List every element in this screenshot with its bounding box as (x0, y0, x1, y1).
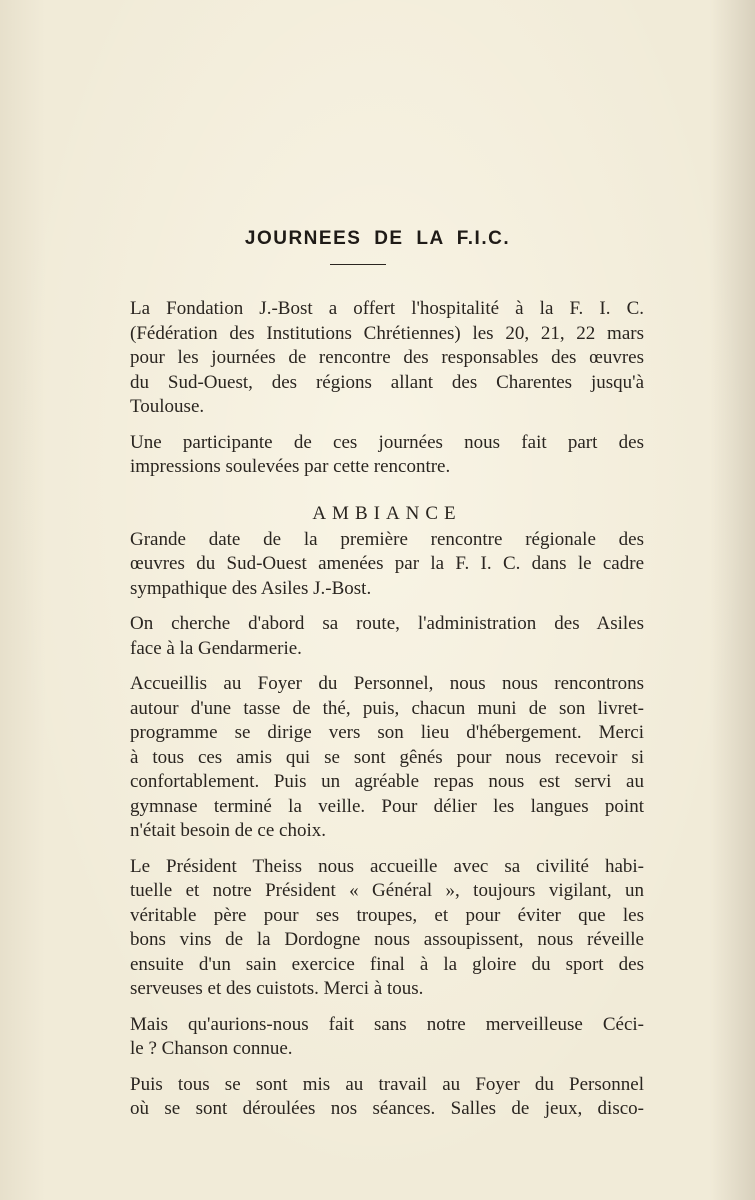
text-line: face à la Gendarmerie. (130, 637, 302, 659)
text-line: du Sud-Ouest, des régions allant des Charentes jusqu'à (130, 371, 644, 393)
text-line: œuvres du Sud-Ouest amenées par la F. I. C. dans le cadre (130, 553, 644, 574)
text-line: serveuses et des cuistots. Merci à tous. (130, 978, 424, 999)
text-line: bons vins de la Dordogne nous assoupissent, nous réveille (130, 929, 644, 950)
paragraph-accueillis (130, 672, 644, 844)
text-line: véritable père pour ses troupes, et pour éviter que les (130, 904, 644, 926)
text-line: pour les journées de rencontre des responsables des œuvres (130, 347, 644, 368)
article-body (130, 297, 644, 1133)
paragraph-grande-date (130, 528, 644, 602)
paragraph-travail (130, 1073, 644, 1122)
text-line: sympathique des Asiles J.-Bost. (130, 577, 372, 599)
text-line: tuelle et notre Président « Général », toujours vigilant, un (130, 880, 644, 901)
text-line: n'était besoin de ce choix. (130, 820, 326, 841)
title-underline (330, 264, 386, 265)
text-line: Grande date de la première rencontre régionale des (130, 528, 644, 550)
text-line: La Fondation J.-Bost a offert l'hospitalité à la F. I. C. (130, 298, 644, 319)
section-heading: AMBIANCE (312, 502, 462, 524)
text-line: Le Président Theiss nous accueille avec sa civilité habi- (130, 855, 644, 877)
text-line: (Fédération des Institutions Chrétiennes) les 20, 21, 22 mars (130, 322, 644, 344)
text-line: Accueillis au Foyer du Personnel, nous nous rencontrons (130, 673, 644, 694)
text-line: où se sont déroulées nos séances. Salles de jeux, disco- (130, 1098, 644, 1119)
text-line: autour d'une tasse de thé, puis, chacun muni de son livret- (130, 697, 644, 719)
text-line: On cherche d'abord sa route, l'administration des Asiles (130, 613, 644, 634)
text-line: Mais qu'aurions-nous fait sans notre merveilleuse Céci- (130, 1013, 644, 1035)
text-line: le ? Chanson connue. (130, 1038, 293, 1059)
paragraph-participant (130, 431, 644, 480)
text-line: gymnase terminé la veille. Pour délier les langues point (130, 795, 644, 817)
page-title: JOURNEES DE LA F.I.C. (244, 228, 511, 249)
text-line: confortablement. Puis un agréable repas nous est servi au (130, 771, 644, 792)
paragraph-president (130, 855, 644, 1002)
paragraph-cecile (130, 1013, 644, 1062)
paragraph-route (130, 612, 644, 661)
paragraph-intro (130, 297, 644, 420)
text-line: impressions soulevées par cette rencontre. (130, 456, 451, 477)
text-line: Puis tous se sont mis au travail au Foyer du Personnel (130, 1073, 644, 1095)
text-line: Une participante de ces journées nous fait part des (130, 431, 644, 453)
text-line: programme se dirige vers son lieu d'hébergement. Merci (130, 722, 644, 743)
text-line: à tous ces amis qui se sont gênés pour nous recevoir si (130, 746, 644, 768)
text-line: Toulouse. (130, 396, 205, 417)
text-line: ensuite d'un sain exercice final à la gloire du sport des (130, 953, 644, 975)
